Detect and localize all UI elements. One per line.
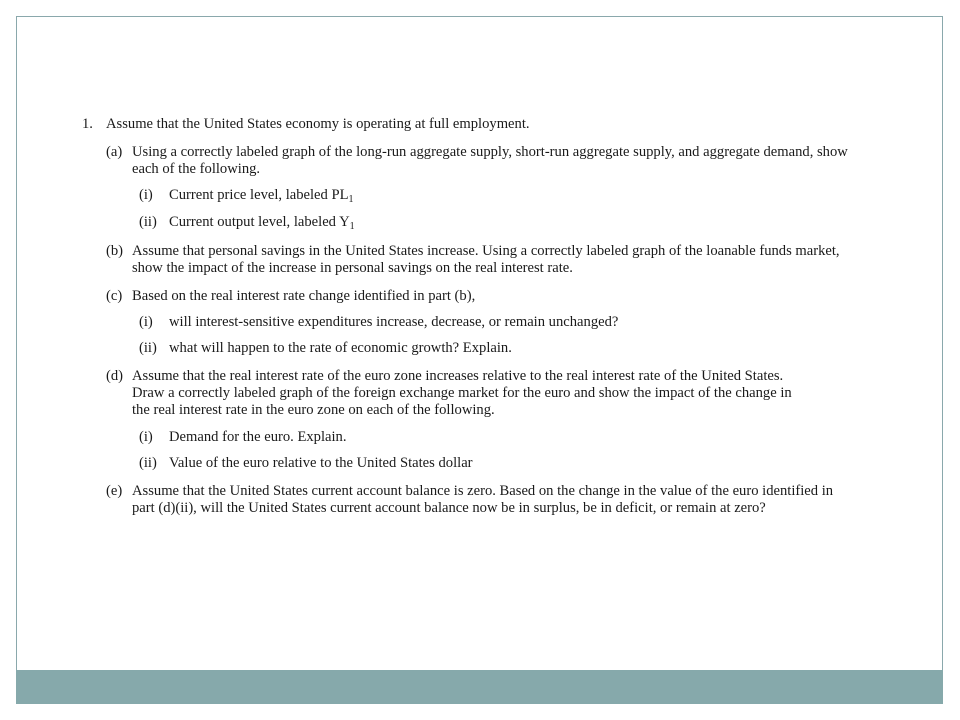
part-d-i: [139, 429, 862, 446]
part-a: [106, 144, 862, 178]
subpart-label: (ii): [139, 214, 157, 230]
subpart-label: (i): [139, 314, 153, 330]
part-text: Assume that the real interest rate of the euro zone increases relative to the real interest rate of the United States. Draw a correctly labeled graph of the foreign exchange market for the euro and show the impact of the change in the real interest rate in the euro zone on each of the following.: [132, 368, 792, 418]
question-block: [82, 116, 862, 526]
part-text: Assume that the United States current account balance is zero. Based on the change in the value of the euro identified in part (d)(ii), will the United States current account balance now be in surplus, be in deficit, or remain at zero?: [132, 483, 834, 516]
part-b: [106, 243, 862, 277]
subscript: 1: [349, 221, 355, 232]
part-c-i: [139, 314, 862, 331]
subpart-label: (i): [139, 187, 153, 203]
part-e: [106, 483, 846, 517]
part-text: Using a correctly labeled graph of the long-run aggregate supply, short-run aggregate supply, and aggregate demand, show each of the following.: [132, 144, 848, 177]
footer-bar: [16, 670, 943, 704]
question-stem-text: Assume that the United States economy is operating at full employment.: [106, 116, 530, 132]
part-d-ii: [139, 455, 862, 472]
subpart-text: Current output level, labeled $Y_1$: [169, 214, 355, 232]
part-d: [106, 368, 806, 419]
part-label: (d): [106, 368, 124, 384]
part-c: [106, 288, 862, 305]
part-a-ii: [139, 214, 862, 231]
subpart-label: (ii): [139, 455, 157, 471]
subpart-text: Value of the euro relative to the United States dollar: [169, 455, 473, 471]
question-number: 1.: [82, 116, 93, 132]
subpart-text: Demand for the euro. Explain.: [169, 429, 347, 445]
part-text: Assume that personal savings in the United States increase. Using a correctly labeled graph of the loanable funds market, show the impact of the increase in personal savings on the real interest rate.: [132, 243, 840, 276]
part-label: (a): [106, 144, 123, 160]
subpart-text: will interest-sensitive expenditures increase, decrease, or remain unchanged?: [169, 314, 619, 330]
part-a-i: [139, 187, 862, 204]
part-label: (c): [106, 288, 123, 304]
part-label: (b): [106, 243, 124, 259]
subpart-text: Current price level, labeled $PL_1$: [169, 187, 354, 205]
part-label: (e): [106, 483, 123, 499]
part-text: Based on the real interest rate change identified in part (b),: [132, 288, 476, 304]
question-stem: [82, 116, 862, 133]
subpart-label: (ii): [139, 340, 157, 356]
part-c-ii: [139, 340, 862, 357]
subscript: 1: [348, 194, 354, 205]
subpart-text: what will happen to the rate of economic growth? Explain.: [169, 340, 512, 356]
subpart-label: (i): [139, 429, 153, 445]
